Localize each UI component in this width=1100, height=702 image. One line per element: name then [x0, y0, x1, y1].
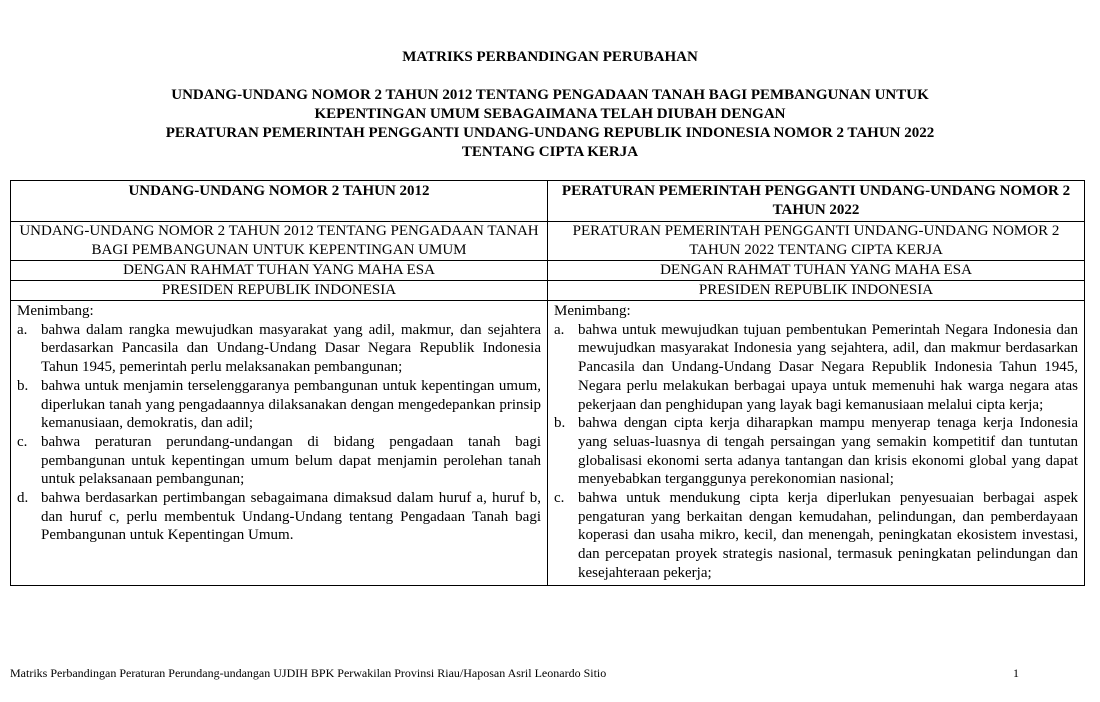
presiden-right: PRESIDEN REPUBLIK INDONESIA — [548, 281, 1085, 301]
presiden-left: PRESIDEN REPUBLIK INDONESIA — [11, 281, 548, 301]
menimbang-left-list — [17, 321, 541, 545]
item-letter: b. — [554, 415, 566, 432]
subtitle-line-4: TENTANG CIPTA KERJA — [461, 144, 639, 160]
table-row-presiden — [11, 281, 1085, 301]
item-text: bahwa dalam rangka mewujudkan masyarakat yang adil, makmur, dan sejahtera berdasarkan Pancasila dan Undang-Undang Dasar Negara Republik Indonesia Tahun 1945, pemerintah perlu melaksanakan pembangunan; — [41, 321, 541, 376]
item-letter: d. — [17, 490, 29, 507]
menimbang-left — [11, 301, 548, 586]
comparison-table — [10, 180, 1085, 586]
item-text: bahwa untuk mewujudkan tujuan pembentukan Pemerintah Negara Indonesia dan mewujudkan masyarakat Indonesia yang sejahtera, adil, dan makmur berdasarkan Pancasila dan Undang-Undang Dasar Negara Republik Indonesia Tahun 1945, Negara perlu melakukan berbagai upaya untuk memenuhi hak warga negara atas pekerjaan dan penghidupan yang layak bagi kemanusiaan melalui cipta kerja; — [578, 321, 1078, 413]
page-footer: Matriks Perbandingan Peraturan Perundang-undangan UJDIH BPK Perwakilan Provinsi Riau/Haposan Asril Leonardo Sitio — [10, 666, 607, 680]
title-left: UNDANG-UNDANG NOMOR 2 TAHUN 2012 TENTANG PENGADAAN TANAH BAGI PEMBANGUNAN UNTUK KEPENTINGAN UMUM — [11, 222, 548, 261]
subtitle-line-2: KEPENTINGAN UMUM SEBAGAIMANA TELAH DIUBAH DENGAN — [314, 106, 786, 122]
item-text: bahwa berdasarkan pertimbangan sebagaimana dimaksud dalam huruf a, huruf b, dan huruf c, perlu membentuk Undang-Undang tentang Pengadaan Tanah bagi Pembangunan untuk Kepentingan Umum. — [41, 490, 541, 544]
rahmat-right: DENGAN RAHMAT TUHAN YANG MAHA ESA — [548, 261, 1085, 281]
item-letter: b. — [17, 377, 29, 394]
subtitle-line-3: PERATURAN PEMERINTAH PENGGANTI UNDANG-UNDANG REPUBLIK INDONESIA NOMOR 2 TAHUN 2022 — [165, 125, 935, 141]
list-item — [17, 377, 541, 433]
header-left: UNDANG-UNDANG NOMOR 2 TAHUN 2012 — [11, 181, 548, 222]
list-item — [17, 433, 541, 489]
item-letter: a. — [554, 321, 565, 338]
item-text: bahwa dengan cipta kerja diharapkan mampu menyerap tenaga kerja Indonesia yang seluas-luasnya di tengah persaingan yang semakin kompetitif dan tuntutan globalisasi ekonomi serta adanya tantangan dan krisis ekonomi global yang dapat menyebabkan terganggunya perekonomian nasional; — [578, 415, 1078, 488]
menimbang-right-intro: Menimbang: — [554, 303, 631, 319]
document-title: MATRIKS PERBANDINGAN PERUBAHAN — [402, 49, 698, 65]
item-text: bahwa untuk menjamin terselenggaranya pembangunan untuk kepentingan umum, diperlukan tanah yang pengadaannya dilaksanakan dengan mengedepankan prinsip kemanusiaan, demokratis, dan adil; — [41, 377, 541, 432]
list-item — [554, 321, 1078, 415]
menimbang-right-list — [554, 321, 1078, 583]
item-letter: c. — [17, 433, 28, 450]
item-letter: a. — [17, 321, 28, 338]
menimbang-left-intro: Menimbang: — [17, 303, 94, 319]
item-text: bahwa peraturan perundang-undangan di bidang pengadaan tanah bagi pembangunan untuk kepentingan umum belum dapat menjamin perolehan tanah untuk pelaksanaan pembangunan; — [41, 433, 541, 488]
header-right: PERATURAN PEMERINTAH PENGGANTI UNDANG-UNDANG NOMOR 2 TAHUN 2022 — [548, 181, 1085, 222]
rahmat-left: DENGAN RAHMAT TUHAN YANG MAHA ESA — [11, 261, 548, 281]
table-row-menimbang — [11, 301, 1085, 586]
table-row-title — [11, 222, 1085, 261]
item-letter: c. — [554, 490, 565, 507]
list-item — [17, 321, 541, 377]
list-item — [17, 489, 541, 545]
item-text: bahwa untuk mendukung cipta kerja diperlukan penyesuaian berbagai aspek pengaturan yang berkaitan dengan kemudahan, pelindungan, dan pemberdayaan koperasi dan usaha mikro, kecil, dan menengah, peningkatan ekosistem investasi, dan percepatan proyek strategis nasional, termasuk peningkatan pelindungan dan kesejahteraan pekerja; — [578, 490, 1078, 581]
table-row-rahmat — [11, 261, 1085, 281]
table-header-row — [11, 181, 1085, 222]
page-number: 1 — [1013, 666, 1019, 680]
list-item — [554, 414, 1078, 489]
list-item — [554, 489, 1078, 583]
menimbang-right — [548, 301, 1085, 586]
title-right: PERATURAN PEMERINTAH PENGGANTI UNDANG-UNDANG NOMOR 2 TAHUN 2022 TENTANG CIPTA KERJA — [548, 222, 1085, 261]
subtitle-line-1: UNDANG-UNDANG NOMOR 2 TAHUN 2012 TENTANG PENGADAAN TANAH BAGI PEMBANGUNAN UNTUK — [171, 87, 929, 103]
